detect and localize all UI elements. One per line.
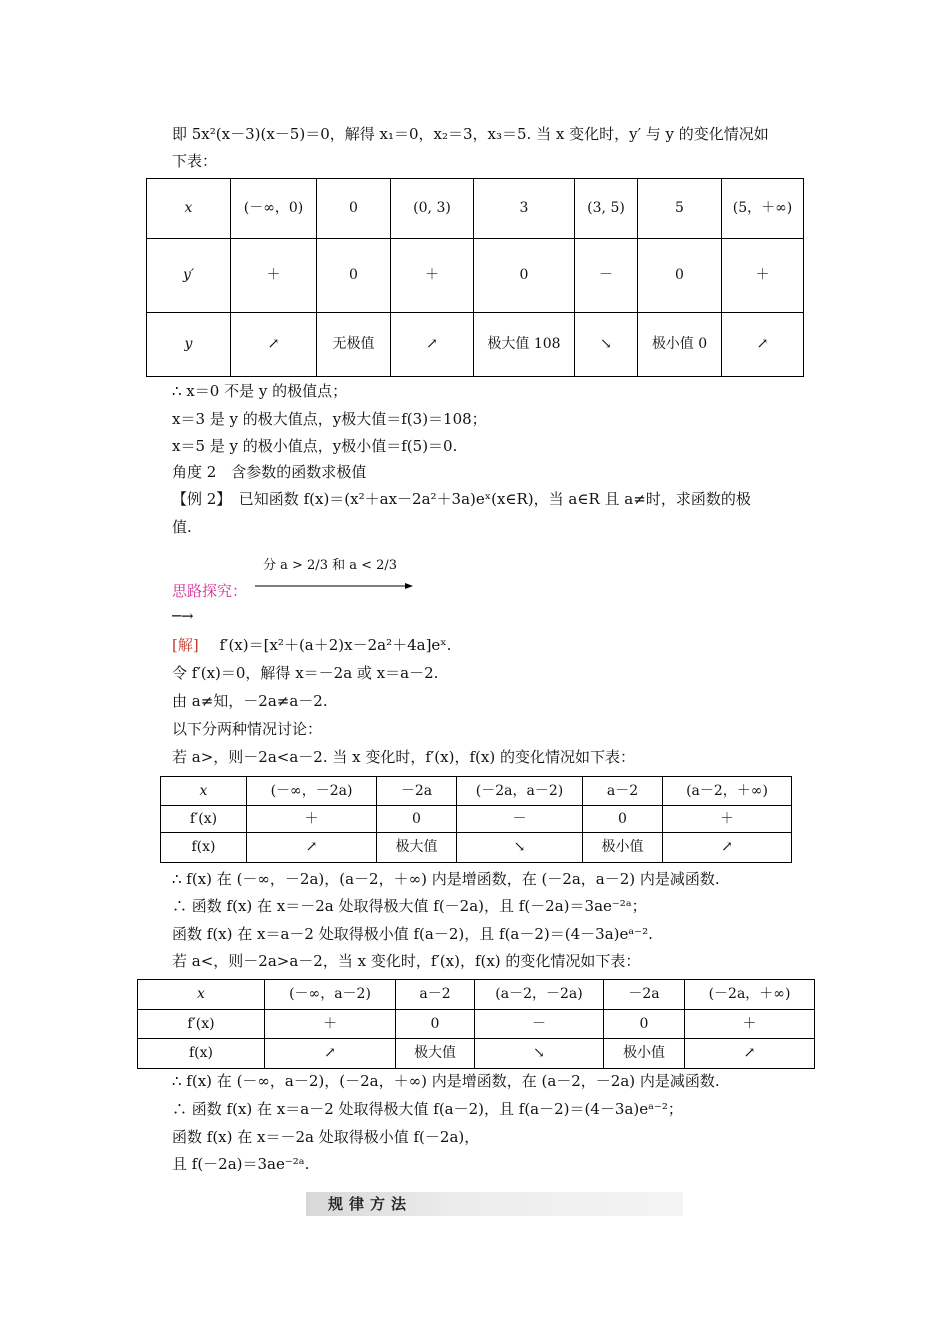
table-cell: ＋ xyxy=(685,1010,815,1039)
example-2-line-1: 【例 2】 已知函数 f(x)＝(x²＋ax－2a²＋3a)eˣ(x∈R)，当 a∈R 且 a≠时，求函数的极 xyxy=(172,490,751,508)
hint-arrow-2: ─→ xyxy=(172,607,194,625)
table-cell: (3, 5) xyxy=(575,179,638,239)
solution-line-3: 由 a≠知，－2a≠a－2. xyxy=(172,692,328,710)
table-cell: 0 xyxy=(377,806,457,833)
conclusion-line: x＝3 是 y 的极大值点，y极大值＝f(3)＝108； xyxy=(172,410,487,428)
table-cell: ↗ xyxy=(685,1039,815,1069)
example-2-line-2: 值. xyxy=(172,518,192,536)
table-cell: － xyxy=(575,239,638,313)
table-cell: 极小值 xyxy=(604,1039,685,1069)
table-cell: (a－2，＋∞) xyxy=(663,777,792,806)
table-cell: ＋ xyxy=(265,1010,396,1039)
table-cell: (0, 3) xyxy=(391,179,474,239)
table-cell: ＋ xyxy=(391,239,474,313)
table-cell: y xyxy=(147,313,231,377)
table-cell: －2a xyxy=(604,980,685,1010)
hint-label: 思路探究： xyxy=(172,582,248,600)
table-cell: (－∞，－2a) xyxy=(247,777,377,806)
table-cell: 5 xyxy=(638,179,722,239)
table-cell: f(x) xyxy=(138,1039,265,1069)
table-cell: ↗ xyxy=(231,313,317,377)
table-cell: 0 xyxy=(317,239,391,313)
case-2-line: 若 a<，则－2a>a－2，当 x 变化时，f′(x)，f(x) 的变化情况如下表： xyxy=(172,952,641,970)
table-cell: ↘ xyxy=(575,313,638,377)
table-cell: ↘ xyxy=(457,833,583,863)
solution-line-2: 令 f′(x)＝0，解得 x＝－2a 或 x＝a－2. xyxy=(172,664,439,682)
table-cell: 无极值 xyxy=(317,313,391,377)
table-cell: －2a xyxy=(377,777,457,806)
conclusion-line: ∴ x＝0 不是 y 的极值点； xyxy=(172,382,348,400)
table-cell: 3 xyxy=(474,179,575,239)
table-cell: f′(x) xyxy=(138,1010,265,1039)
solution-text: f′(x)＝[x²＋(a＋2)x－2a²＋4a]eˣ. xyxy=(219,636,452,654)
hint-arrow-text: 分 a > 2/3 和 a < 2/3 xyxy=(263,558,398,573)
table-cell: (－2a，a－2) xyxy=(457,777,583,806)
table-cell: 极小值 xyxy=(583,833,663,863)
table-cell: x xyxy=(138,980,265,1010)
conclusion-line: x＝5 是 y 的极小值点，y极小值＝f(5)＝0. xyxy=(172,437,458,455)
angle-2-title: 角度 2 含参数的函数求极值 xyxy=(172,463,367,481)
table-cell: ↗ xyxy=(391,313,474,377)
table-cell: 0 xyxy=(396,1010,475,1039)
table-cell: a－2 xyxy=(396,980,475,1010)
table-3 xyxy=(137,979,815,1069)
table-cell: 极大值 xyxy=(377,833,457,863)
table-cell: ＋ xyxy=(247,806,377,833)
table-cell: f(x) xyxy=(161,833,247,863)
conclusion-line: 函数 f(x) 在 x＝－2a 处取得极小值 f(－2a)， xyxy=(172,1128,480,1146)
solution-line-1 xyxy=(172,635,451,655)
table-cell: ↗ xyxy=(663,833,792,863)
table-cell: － xyxy=(457,806,583,833)
solution-label: [解] xyxy=(172,636,199,654)
table-cell: 0 xyxy=(583,806,663,833)
table-cell: 极小值 0 xyxy=(638,313,722,377)
table-cell: x xyxy=(161,777,247,806)
table-cell: 极大值 108 xyxy=(474,313,575,377)
intro-line-1: 即 5x²(x－3)(x－5)＝0，解得 x₁＝0，x₂＝3，x₃＝5. 当 x 变化时，y′ 与 y 的变化情况如 xyxy=(172,125,769,143)
conclusion-line: 函数 f(x) 在 x＝a－2 处取得极小值 f(a－2)，且 f(a－2)＝(4－3a)eᵃ⁻². xyxy=(172,925,653,943)
case-1-line: 若 a>，则－2a<a－2. 当 x 变化时，f′(x)，f(x) 的变化情况如下表： xyxy=(172,748,635,766)
table-cell: 0 xyxy=(604,1010,685,1039)
conclusion-line: ∴ f(x) 在 (－∞，a－2)，(－2a，＋∞) 内是增函数，在 (a－2，－2a) 内是减函数. xyxy=(172,1072,720,1090)
conclusion-line: ∴ 函数 f(x) 在 x＝a－2 处取得极大值 f(a－2)，且 f(a－2)＝(4－3a)eᵃ⁻²； xyxy=(172,1100,683,1118)
table-cell: (5，＋∞) xyxy=(722,179,804,239)
table-cell: (a－2，－2a) xyxy=(475,980,604,1010)
arrow-icon xyxy=(255,550,415,592)
conclusion-line: 且 f(－2a)＝3ae⁻²ᵃ. xyxy=(172,1155,310,1173)
banner-title: 规律方法 xyxy=(328,1195,413,1213)
table-cell: y′ xyxy=(147,239,231,313)
table-cell: ↗ xyxy=(722,313,804,377)
conclusion-line: ∴ f(x) 在 (－∞，－2a)，(a－2，＋∞) 内是增函数，在 (－2a，a－2) 内是减函数. xyxy=(172,870,720,888)
table-cell: 0 xyxy=(474,239,575,313)
table-cell: f′(x) xyxy=(161,806,247,833)
table-cell: a－2 xyxy=(583,777,663,806)
table-cell: 极大值 xyxy=(396,1039,475,1069)
table-cell: 0 xyxy=(638,239,722,313)
conclusion-line: ∴ 函数 f(x) 在 x＝－2a 处取得极大值 f(－2a)，且 f(－2a)＝3ae⁻²ᵃ； xyxy=(172,897,647,915)
table-cell: (－2a，＋∞) xyxy=(685,980,815,1010)
method-banner xyxy=(306,1192,683,1216)
table-cell: ↗ xyxy=(265,1039,396,1069)
intro-line-2: 下表： xyxy=(172,152,218,170)
table-1 xyxy=(146,178,804,377)
solution-line-4: 以下分两种情况讨论： xyxy=(172,720,323,738)
table-cell: ＋ xyxy=(663,806,792,833)
table-cell: ↘ xyxy=(475,1039,604,1069)
hint-arrow xyxy=(255,550,415,592)
table-cell: 0 xyxy=(317,179,391,239)
table-cell: (－∞，a－2) xyxy=(265,980,396,1010)
table-cell: x xyxy=(147,179,231,239)
table-2 xyxy=(160,776,792,863)
table-cell: (－∞，0) xyxy=(231,179,317,239)
table-cell: － xyxy=(475,1010,604,1039)
table-cell: ＋ xyxy=(231,239,317,313)
table-cell: ＋ xyxy=(722,239,804,313)
table-cell: ↗ xyxy=(247,833,377,863)
